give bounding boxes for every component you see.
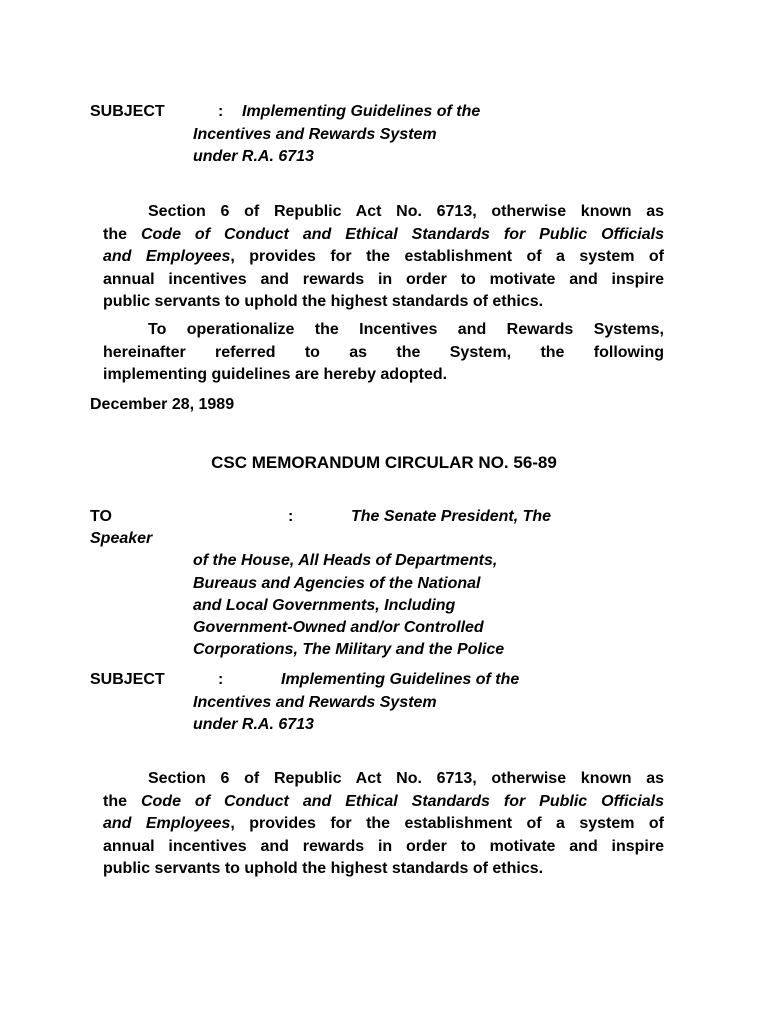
paragraph-line: Section 6 of Republic Act No. 6713, otherwise known as: [148, 203, 664, 220]
to-recipient-line: Corporations, The Military and the Police: [193, 641, 505, 658]
act-title-italic: Code of Conduct and Ethical Standards for Public Officials: [140, 225, 664, 243]
to-recipient-wrap: Speaker: [90, 530, 153, 547]
paragraph-line: Section 6 of Republic Act No. 6713, otherwise known as: [148, 770, 664, 787]
to-label: TO: [90, 508, 112, 525]
subject-line-2: Incentives and Rewards System: [193, 126, 437, 143]
paragraph-line: [103, 813, 664, 836]
paragraph-text: , provides for the establishment of a system of: [230, 248, 665, 265]
act-title-italic: Code of Conduct and Ethical Standards for Public Officials: [140, 792, 664, 810]
paragraph-line: annual incentives and rewards in order to motivate and inspire: [103, 837, 664, 855]
paragraph-text: the: [103, 792, 141, 810]
subject-label: SUBJECT: [90, 671, 165, 688]
paragraph-line: [103, 791, 664, 814]
body-paragraph: [103, 768, 664, 881]
to-recipient-line: and Local Governments, Including: [193, 597, 456, 614]
act-title-italic: and Employees: [103, 248, 231, 265]
paragraph-line: hereinafter referred to as the System, the following: [103, 343, 664, 361]
document-date: December 28, 1989: [90, 396, 235, 413]
paragraph-line: annual incentives and rewards in order to motivate and inspire: [103, 270, 664, 288]
to-recipient-line: Government-Owned and/or Controlled: [193, 619, 484, 636]
act-title-italic: and Employees: [103, 815, 231, 832]
circular-title: CSC MEMORANDUM CIRCULAR NO. 56-89: [211, 453, 557, 472]
to-recipient-line: Bureaus and Agencies of the National: [193, 575, 481, 592]
paragraph-line: [103, 224, 664, 247]
to-recipient-line-1: The Senate President, The: [351, 508, 552, 525]
to-recipient-line: of the House, All Heads of Departments,: [193, 552, 498, 569]
paragraph-line: public servants to uphold the highest standards of ethics.: [103, 860, 544, 877]
subject-label: SUBJECT: [90, 103, 165, 120]
subject-colon: :: [218, 103, 224, 120]
subject-line-3: under R.A. 6713: [193, 148, 314, 165]
subject-line-1: Implementing Guidelines of the: [242, 103, 481, 120]
paragraph-line: [103, 246, 664, 269]
paragraph-line: To operationalize the Incentives and Rewards Systems,: [148, 321, 664, 338]
body-paragraph: [103, 201, 664, 314]
subject-line-2: Incentives and Rewards System: [193, 694, 437, 711]
subject-colon: :: [218, 671, 224, 688]
paragraph-text: the: [103, 225, 141, 243]
subject-line-1: Implementing Guidelines of the: [281, 671, 520, 688]
subject-line-3: under R.A. 6713: [193, 716, 314, 733]
paragraph-line: implementing guidelines are hereby adopted.: [103, 366, 448, 383]
paragraph-text: , provides for the establishment of a system of: [230, 815, 665, 832]
body-paragraph: [103, 319, 664, 387]
paragraph-line: public servants to uphold the highest standards of ethics.: [103, 293, 544, 310]
to-colon: :: [288, 508, 294, 525]
